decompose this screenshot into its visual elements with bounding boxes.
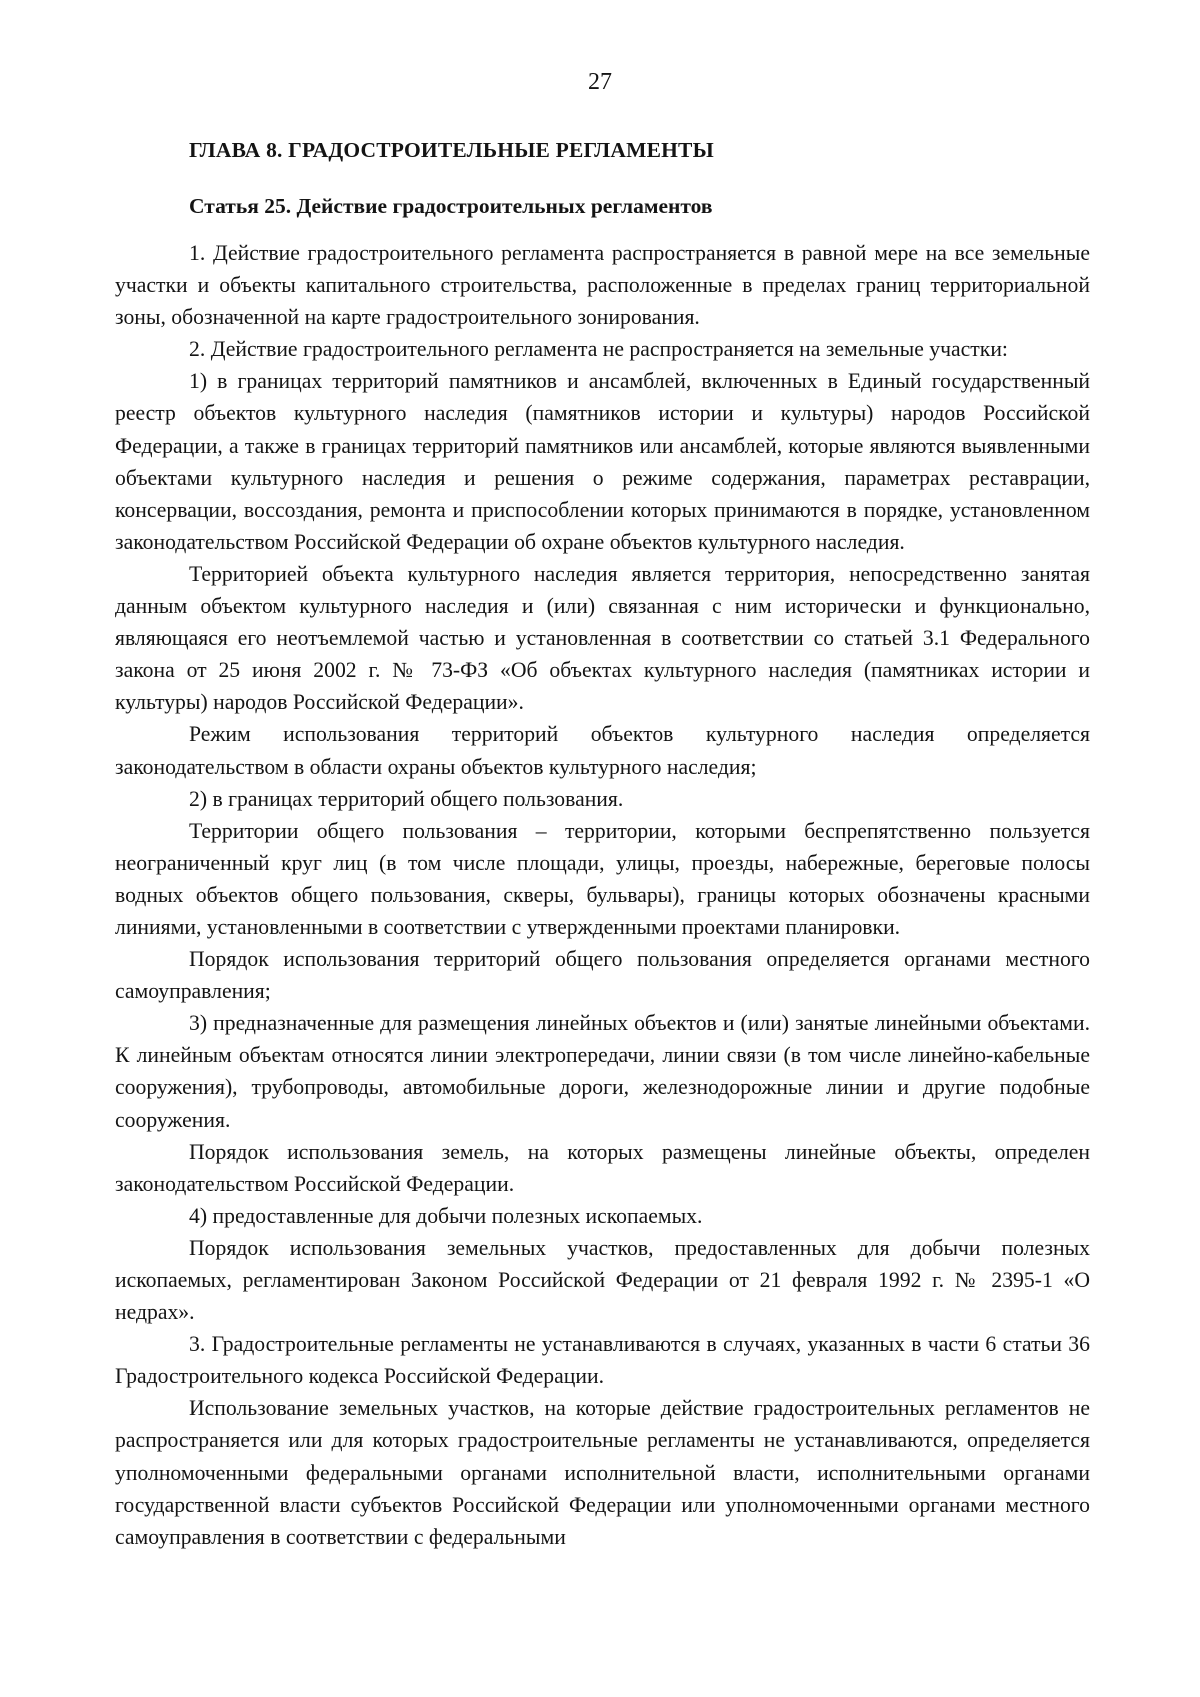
article-title: Статья 25. Действие градостроительных регламентов <box>189 194 713 218</box>
paragraph-5: Режим использования территорий объектов культурного наследия определяется законодательством в области охраны объектов культурного наследия; <box>115 722 1090 779</box>
page-number: 27 <box>588 69 612 95</box>
paragraph-11: 4) предоставленные для добычи полезных ископаемых. <box>189 1203 703 1228</box>
paragraph-4: Территорией объекта культурного наследия является территория, непосредственно занятая данным объектом культурного наследия и (или) связанная с ним исторически и функционально, являющаяся его неотъемлемой частью и установленная в соответствии со статьей 3.1 Федерального закона от 25 июня 2002 г. № 73-ФЗ «Об объектах культурного наследия (памятниках истории и культуры) народов Российской Федерации». <box>115 561 1090 715</box>
paragraph-8: Порядок использования территорий общего пользования определяется органами местного самоуправления; <box>115 947 1090 1004</box>
paragraph-9: 3) предназначенные для размещения линейных объектов и (или) занятые линейными объектами. К линейным объектам относятся линии электропередачи, линии связи (в том числе линейно-кабельные сооружения), трубопроводы, автомобильные дороги, железнодорожные линии и другие подобные сооружения. <box>115 1011 1090 1132</box>
paragraph-12: Порядок использования земельных участков, предоставленных для добычи полезных ископаемых, регламентирован Законом Российской Федерации от 21 февраля 1992 г. № 2395-1 «О недрах». <box>115 1235 1090 1325</box>
article-body <box>115 237 1090 1553</box>
paragraph-2: 2. Действие градостроительного регламента не распространяется на земельные участки: <box>189 337 1008 362</box>
paragraph-10: Порядок использования земель, на которых размещены линейные объекты, определен законодательством Российской Федерации. <box>115 1139 1090 1196</box>
paragraph-7: Территории общего пользования – территории, которыми беспрепятственно пользуется неограниченный круг лиц (в том числе площади, улицы, проезды, набережные, береговые полосы водных объектов общего пользования, скверы, бульвары), границы которых обозначены красными линиями, установленными в соответствии с утвержденными проектами планировки. <box>115 818 1090 939</box>
paragraph-13: 3. Градостроительные регламенты не устанавливаются в случаях, указанных в части 6 статьи 36 Градостроительного кодекса Российской Федерации. <box>115 1332 1090 1389</box>
paragraph-6: 2) в границах территорий общего пользования. <box>189 786 624 811</box>
paragraph-1: 1. Действие градостроительного регламента распространяется в равной мере на все земельные участки и объекты капитального строительства, расположенные в пределах границ территориальной зоны, обозначенной на карте градостроительного зонирования. <box>115 241 1090 330</box>
paragraph-3: 1) в границах территорий памятников и ансамблей, включенных в Единый государственный реестр объектов культурного наследия (памятников истории и культуры) народов Российской Федерации, а также в границах территорий памятников или ансамблей, которые являются выявленными объектами культурного наследия и решения о режиме содержания, параметрах реставрации, консервации, воссоздания, ремонта и приспособлении которых принимаются в порядке, установленном законодательством Российской Федерации об охране объектов культурного наследия. <box>115 369 1090 554</box>
chapter-title: ГЛАВА 8. ГРАДОСТРОИТЕЛЬНЫЕ РЕГЛАМЕНТЫ <box>189 138 714 162</box>
paragraph-14: Использование земельных участков, на которые действие градостроительных регламентов не распространяется или для которых градостроительные регламенты не устанавливаются, определяется уполномоченными федеральными органами исполнительной власти, исполнительными органами государственной власти субъектов Российской Федерации или уполномоченными органами местного самоуправления в соответствии с федеральными <box>115 1396 1090 1549</box>
